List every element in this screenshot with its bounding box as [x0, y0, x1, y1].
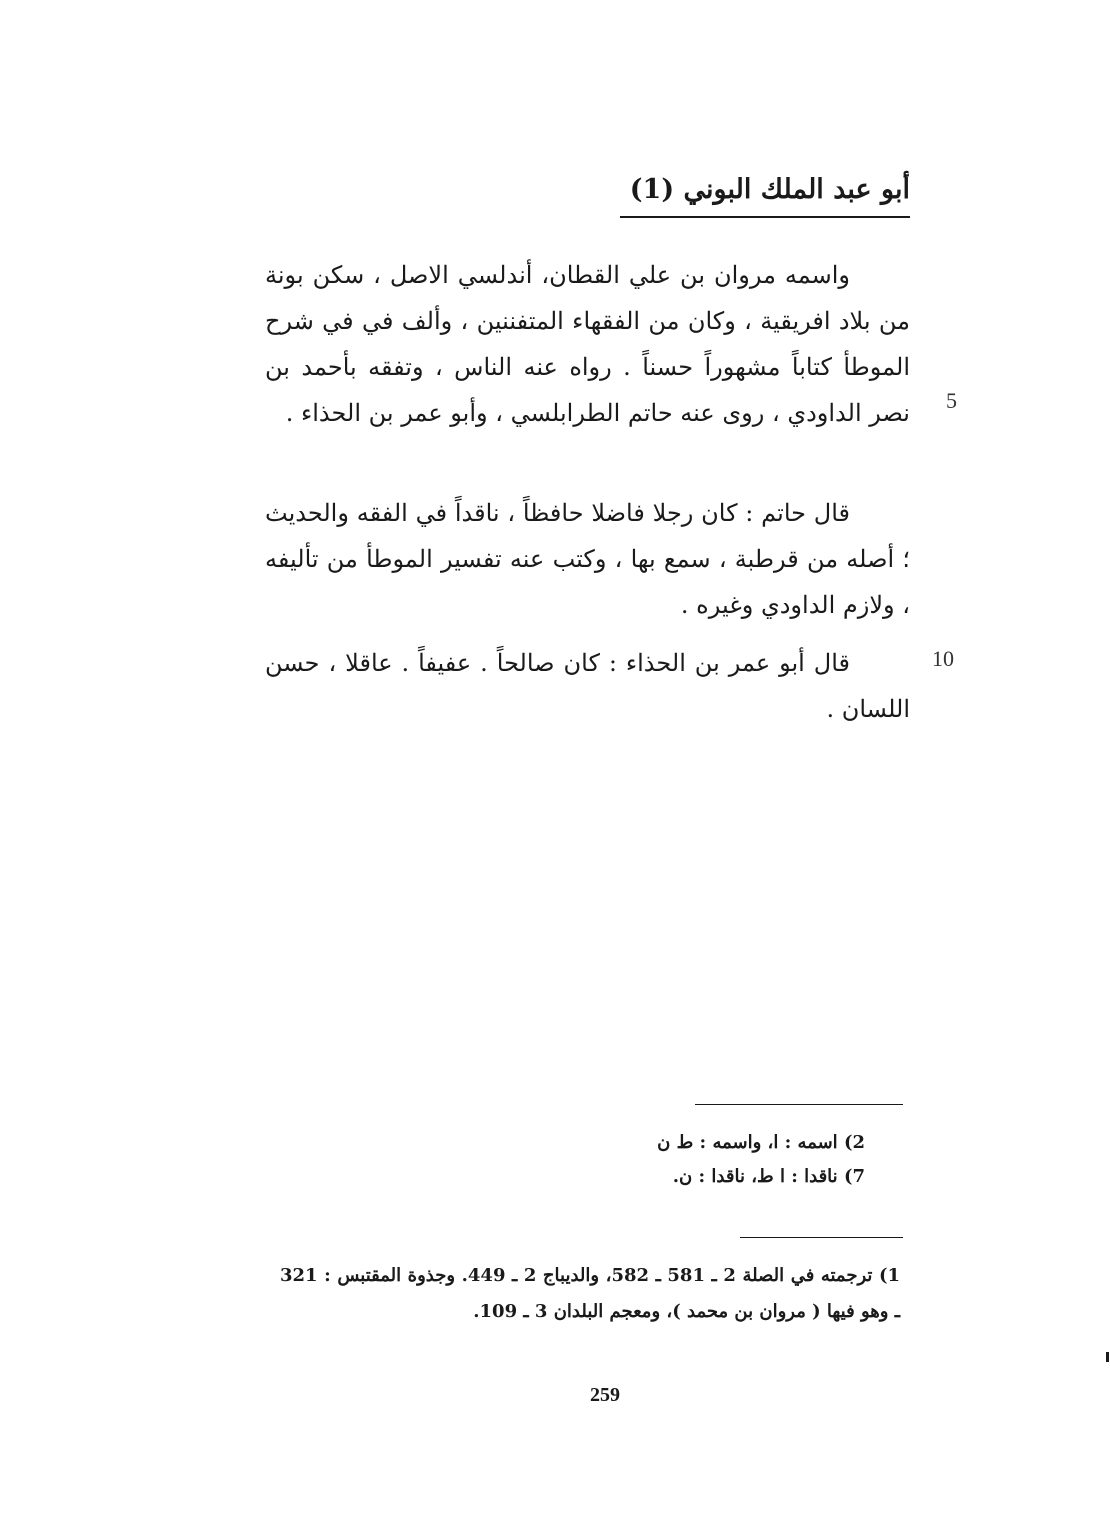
paragraph-biography [265, 252, 910, 436]
line-number-5: 5 [946, 388, 957, 413]
footnote-references: 1) ترجمته في الصلة 2 ـ 581 ـ 582، والديباج 2 ـ 449. وجذوة المقتبس : 321 ـ وهو فيها ( مروان بن محمد )، ومعجم البلدان 3 ـ 109. [280, 1265, 900, 1322]
variant-note: 2) اسمه : ا، واسمه : ط ن [657, 1132, 865, 1153]
paragraph-hadhdha-quote [265, 640, 910, 732]
variant-readings [560, 1126, 865, 1194]
page-number: 259 [590, 1384, 620, 1406]
scan-edge-mark [1106, 1352, 1109, 1362]
paragraph-text: قال حاتم : كان رجلا فاضلا حافظاً ، ناقداً في الفقه والحديث ؛ أصله من قرطبة ، سمع بها ، وكتب عنه تفسير الموطأ من تأليفه ، ولازم الداودي وغيره . [265, 499, 910, 619]
entry-title: أبو عبد الملك البوني (1) [620, 170, 910, 218]
footnote-separator-rule [740, 1237, 903, 1238]
paragraph-text: قال أبو عمر بن الحذاء : كان صالحاً . عفيفاً . عاقلا ، حسن اللسان . [265, 649, 910, 723]
line-number-10: 10 [932, 646, 954, 671]
variants-separator-rule [695, 1104, 903, 1105]
variant-note: 7) ناقدا : ا ط، ناقدا : ن. [672, 1166, 865, 1187]
paragraph-text: واسمه مروان بن علي القطان، أندلسي الاصل ، سكن بونة من بلاد افريقية ، وكان من الفقهاء المتفننين ، وألف في في شرح الموطأ كتاباً مشهوراً حسناً . رواه عنه الناس ، وتفقه بأحمد بن نصر الداودي ، روى عنه حاتم الطرابلسي ، وأبو عمر بن الحذاء . [265, 261, 910, 427]
paragraph-hatim-quote [265, 490, 910, 628]
